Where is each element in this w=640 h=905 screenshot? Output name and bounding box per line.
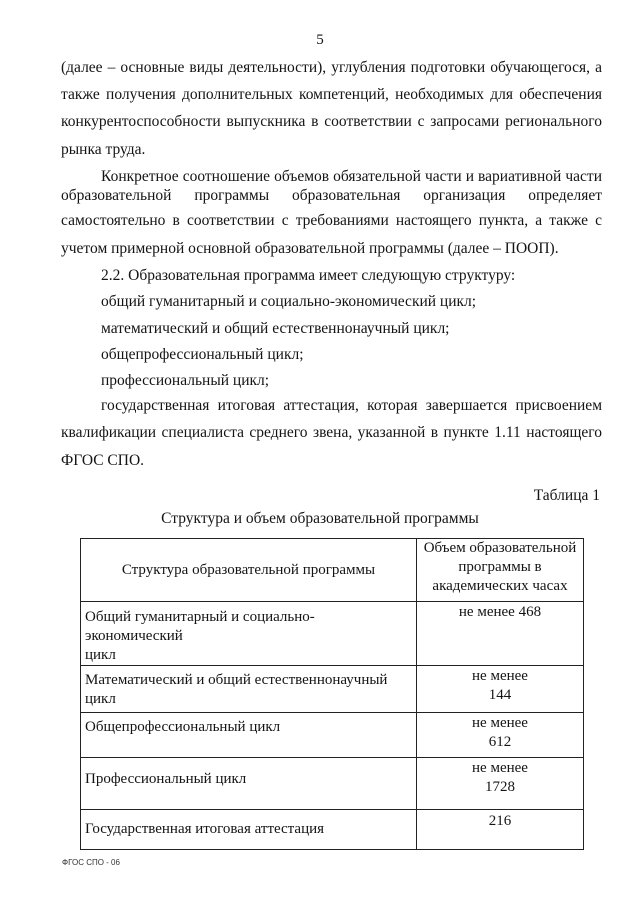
row-value-line-1: не менее: [472, 760, 528, 776]
row-value-line-1: не менее: [472, 668, 528, 684]
para1-line-2: также получения дополнительных компетенций, необходимых для обеспечения: [61, 86, 602, 103]
row-value: [417, 602, 584, 666]
header-volume-line-1: Объем образовательной: [423, 540, 577, 556]
table-row: [81, 713, 584, 758]
row-value: [417, 758, 584, 810]
row-name: [81, 810, 417, 850]
table-caption: Структура и объем образовательной программы: [161, 510, 479, 527]
row-value: [417, 666, 584, 713]
para1-line-3: конкурентоспособности выпускника в соответствии с запросами регионального: [61, 113, 602, 130]
header-volume-line-3: академических часах: [432, 578, 568, 594]
table-row: [81, 810, 584, 850]
final-para-line-1: государственная итоговая аттестация, которая завершается присвоением: [101, 397, 602, 414]
table-row: [81, 666, 584, 713]
row-name-line-1: Общий гуманитарный и социально-экономический: [85, 609, 315, 644]
row-name: [81, 713, 417, 758]
final-para-line-2: квалификации специалиста среднего звена, указанной в пункте 1.11 настоящего: [61, 424, 602, 441]
row-name-line-2: цикл: [85, 647, 116, 663]
structure-item-1: общий гуманитарный и социально-экономический цикл;: [101, 293, 477, 310]
table-label: Таблица 1: [533, 487, 600, 504]
row-name: [81, 666, 417, 713]
structure-table: [80, 538, 584, 850]
row-name-line-1: Государственная итоговая аттестация: [85, 821, 325, 837]
row-name: [81, 602, 417, 666]
row-name: [81, 758, 417, 810]
para1-line-4: рынка труда.: [61, 141, 146, 158]
row-value-line-2: 612: [488, 734, 512, 750]
row-value: [417, 713, 584, 758]
row-value-line-2: 144: [488, 687, 512, 703]
final-para-line-3: ФГОС СПО.: [61, 452, 145, 469]
table-row: [81, 602, 584, 666]
row-name-line-1: Профессиональный цикл: [85, 771, 247, 787]
row-value-line-1: не менее: [472, 715, 528, 731]
table-row: [81, 758, 584, 810]
para2-line-1: Конкретное соотношение объемов обязательной части и вариативной части: [101, 168, 602, 185]
footer-code: ФГОС СПО - 06: [62, 858, 120, 867]
row-name-line-2: цикл: [85, 691, 116, 707]
row-value-line-1: 216: [488, 813, 512, 829]
row-value: [417, 810, 584, 850]
page-number: 5: [316, 32, 324, 48]
row-value-line-1: не менее 468: [458, 604, 542, 620]
structure-item-3: общепрофессиональный цикл;: [101, 346, 304, 363]
para1-line-1: (далее – основные виды деятельности), углубления подготовки обучающегося, а: [61, 59, 602, 76]
header-structure: Структура образовательной программы: [81, 539, 417, 602]
header-volume-line-2: программы в: [458, 559, 542, 575]
row-name-line-1: Общепрофессиональный цикл: [85, 719, 281, 735]
structure-item-2: математический и общий естественнонаучный цикл;: [101, 320, 450, 337]
structure-item-4: профессиональный цикл;: [101, 372, 270, 389]
header-volume: [417, 539, 584, 602]
structure-intro: 2.2. Образовательная программа имеет следующую структуру:: [101, 267, 516, 284]
row-name-line-1: Математический и общий естественнонаучный: [85, 672, 388, 688]
para2-line-3: самостоятельно в соответствии с требованиями настоящего пункта, а также с: [61, 212, 602, 229]
table-header-row: [81, 539, 584, 602]
row-value-line-2: 1728: [485, 779, 515, 795]
para2-line-4: учетом примерной основной образовательной программы (далее – ПООП).: [61, 240, 559, 257]
para2-line-2: образовательной программы образовательная организация определяет: [61, 187, 602, 204]
